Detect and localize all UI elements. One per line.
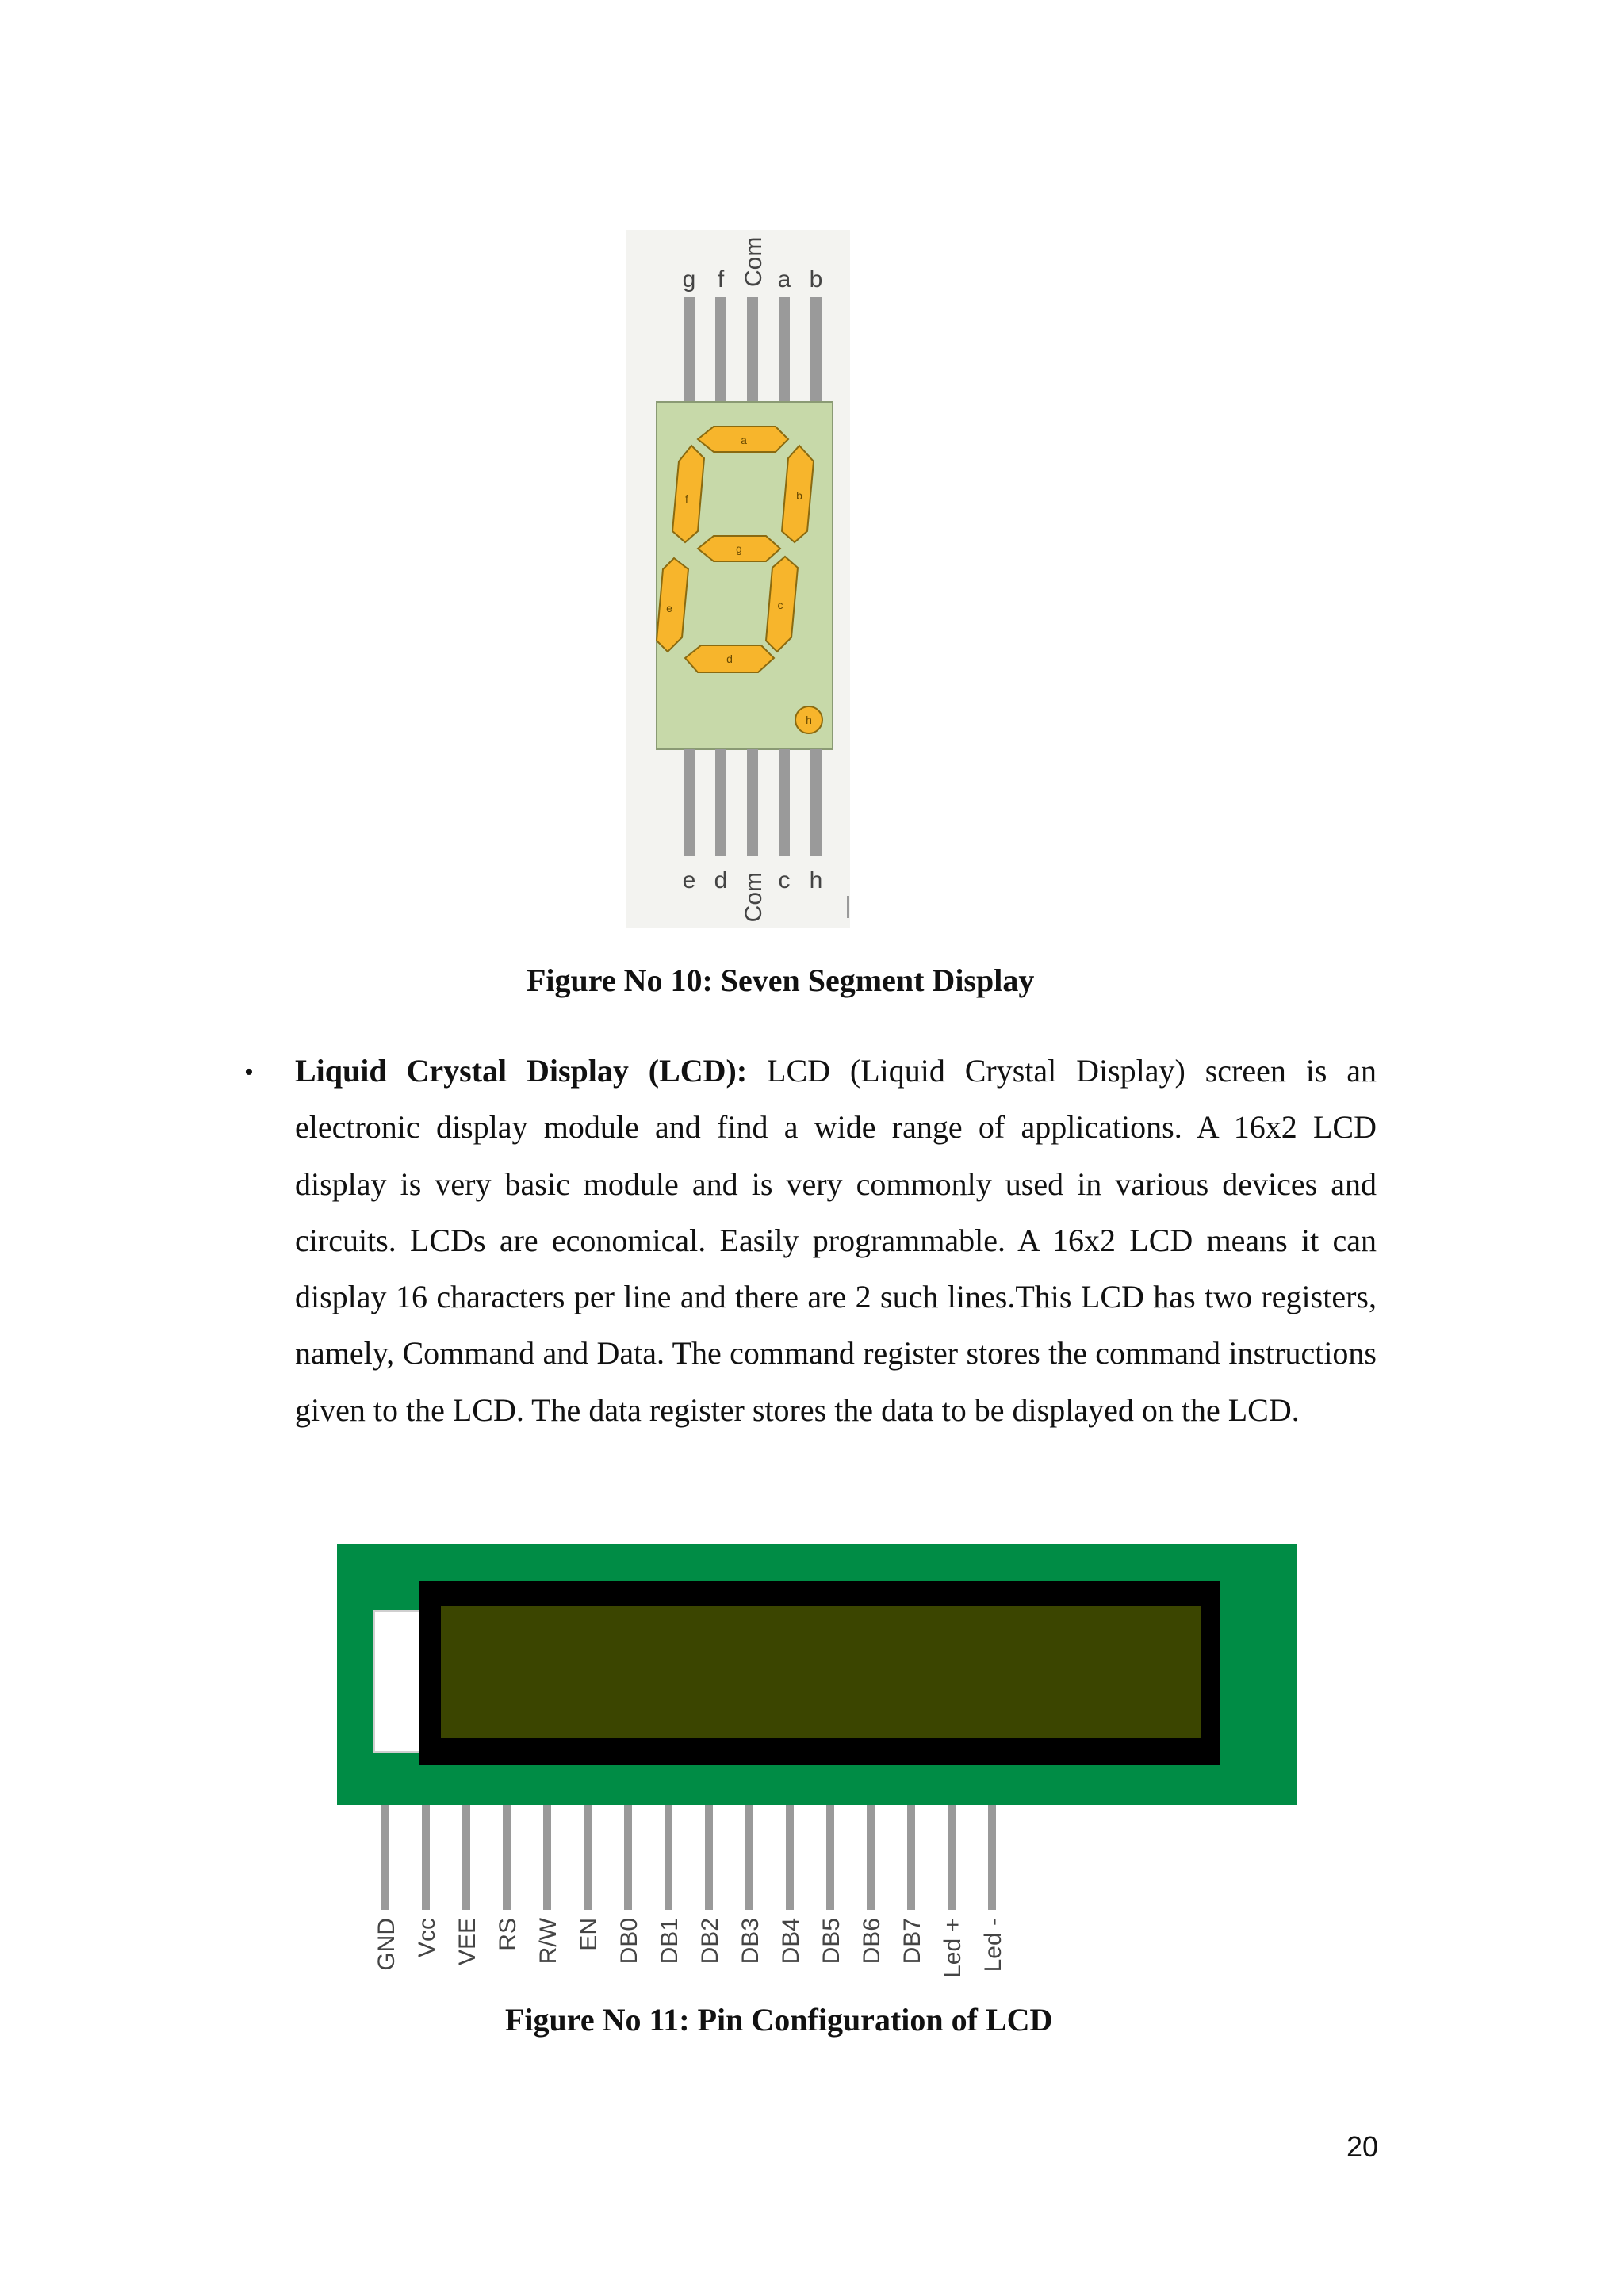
lcd-pin-9 bbox=[705, 1805, 713, 1910]
lcd-pin-8 bbox=[665, 1805, 672, 1910]
top-pin-b bbox=[810, 297, 822, 404]
lcd-pin-label-12: DB5 bbox=[818, 1918, 845, 1965]
lcd-screen bbox=[441, 1606, 1201, 1738]
lcd-pin-6 bbox=[584, 1805, 592, 1910]
lcd-diagram bbox=[333, 1541, 1300, 1985]
seven-segment-diagram bbox=[619, 224, 856, 933]
bottom-pin-label-c: c bbox=[778, 867, 791, 894]
top-pin-g bbox=[684, 297, 695, 404]
lcd-pins bbox=[373, 1805, 1006, 1978]
top-pin-label-g: g bbox=[682, 266, 696, 293]
segment-label-c: c bbox=[777, 599, 783, 611]
bottom-pin-d bbox=[715, 749, 726, 856]
lcd-body-text: LCD (Liquid Crystal Display) screen is an electronic display module and find a wide range of applications. A 16x2 LCD display is very basic module and is very commonly used in various devices and circuits. LCDs are economical. Easily programmable. A 16x2 LCD means it can display 16 characters per line and there are 2 such lines.This LCD has two registers, namely, Command and Data. The command register stores the command instructions given to the LCD. The data register stores the data to be displayed on the LCD. bbox=[295, 1053, 1377, 1428]
seven-segment-figure bbox=[619, 224, 856, 933]
lcd-pin-16 bbox=[988, 1805, 996, 1910]
lcd-pin-label-13: DB6 bbox=[859, 1918, 885, 1965]
segment-label-h: h bbox=[806, 714, 812, 726]
bullet-marker: • bbox=[244, 1058, 254, 1087]
lcd-pin-14 bbox=[907, 1805, 915, 1910]
top-pin-com bbox=[747, 297, 758, 404]
lcd-paragraph bbox=[295, 1043, 1377, 1438]
lcd-figure bbox=[333, 1541, 1300, 1985]
lcd-pin-label-3: VEE bbox=[454, 1918, 481, 1966]
lcd-pin-label-14: DB7 bbox=[899, 1918, 925, 1965]
lcd-pin-label-6: EN bbox=[576, 1918, 602, 1951]
lcd-pin-label-7: DB0 bbox=[616, 1918, 642, 1965]
top-pin-label-a: a bbox=[777, 266, 791, 293]
lcd-pin-1 bbox=[381, 1805, 389, 1910]
lcd-pin-15 bbox=[948, 1805, 956, 1910]
top-pin-label-com: Com bbox=[741, 236, 767, 287]
lcd-pin-label-10: DB3 bbox=[737, 1918, 764, 1965]
lcd-pin-2 bbox=[422, 1805, 430, 1910]
lcd-pin-13 bbox=[867, 1805, 875, 1910]
bottom-pin-label-h: h bbox=[809, 867, 823, 894]
lcd-pin-label-2: Vcc bbox=[414, 1918, 440, 1958]
lcd-pin-label-1: GND bbox=[373, 1918, 400, 1971]
page-number: 20 bbox=[1346, 2130, 1379, 2163]
bottom-pin-label-d: d bbox=[714, 867, 728, 894]
segment-label-e: e bbox=[666, 602, 672, 614]
lcd-pin-label-5: R/W bbox=[535, 1918, 561, 1965]
top-pin-label-b: b bbox=[809, 266, 823, 293]
bottom-pin-c bbox=[779, 749, 790, 856]
lcd-pin-7 bbox=[624, 1805, 632, 1910]
segment-label-g: g bbox=[736, 542, 742, 555]
lcd-pin-label-8: DB1 bbox=[657, 1918, 683, 1965]
top-pin-f bbox=[715, 297, 726, 404]
bottom-pin-label-com: Com bbox=[741, 872, 767, 923]
bottom-pin-e bbox=[684, 749, 695, 856]
lcd-pin-label-9: DB2 bbox=[697, 1918, 723, 1965]
segment-label-a: a bbox=[741, 434, 747, 446]
segment-label-f: f bbox=[685, 492, 688, 505]
lcd-pin-10 bbox=[745, 1805, 753, 1910]
figure-10-caption: Figure No 10: Seven Segment Display bbox=[527, 962, 1035, 998]
top-pin-a bbox=[779, 297, 790, 404]
figure-11-caption: Figure No 11: Pin Configuration of LCD bbox=[505, 2002, 1053, 2038]
top-pin-label-f: f bbox=[717, 266, 725, 293]
bottom-pin-com bbox=[747, 749, 758, 856]
segment-label-d: d bbox=[726, 652, 733, 665]
edge-mark bbox=[847, 896, 849, 918]
bottom-pin-label-e: e bbox=[682, 867, 696, 894]
lcd-pin-label-11: DB4 bbox=[778, 1918, 804, 1965]
lcd-pin-label-4: RS bbox=[495, 1918, 521, 1951]
segment-label-b: b bbox=[796, 489, 802, 502]
lcd-pin-12 bbox=[826, 1805, 834, 1910]
bottom-pin-h bbox=[810, 749, 822, 856]
lcd-pin-label-15: Led + bbox=[940, 1918, 966, 1978]
lcd-pin-4 bbox=[503, 1805, 511, 1910]
lcd-pin-3 bbox=[462, 1805, 470, 1910]
lcd-pin-11 bbox=[786, 1805, 794, 1910]
lcd-pin-5 bbox=[543, 1805, 551, 1910]
lcd-connector-strip bbox=[374, 1611, 422, 1752]
lcd-pin-label-16: Led - bbox=[980, 1918, 1006, 1973]
lcd-heading: Liquid Crystal Display (LCD): bbox=[295, 1053, 748, 1089]
